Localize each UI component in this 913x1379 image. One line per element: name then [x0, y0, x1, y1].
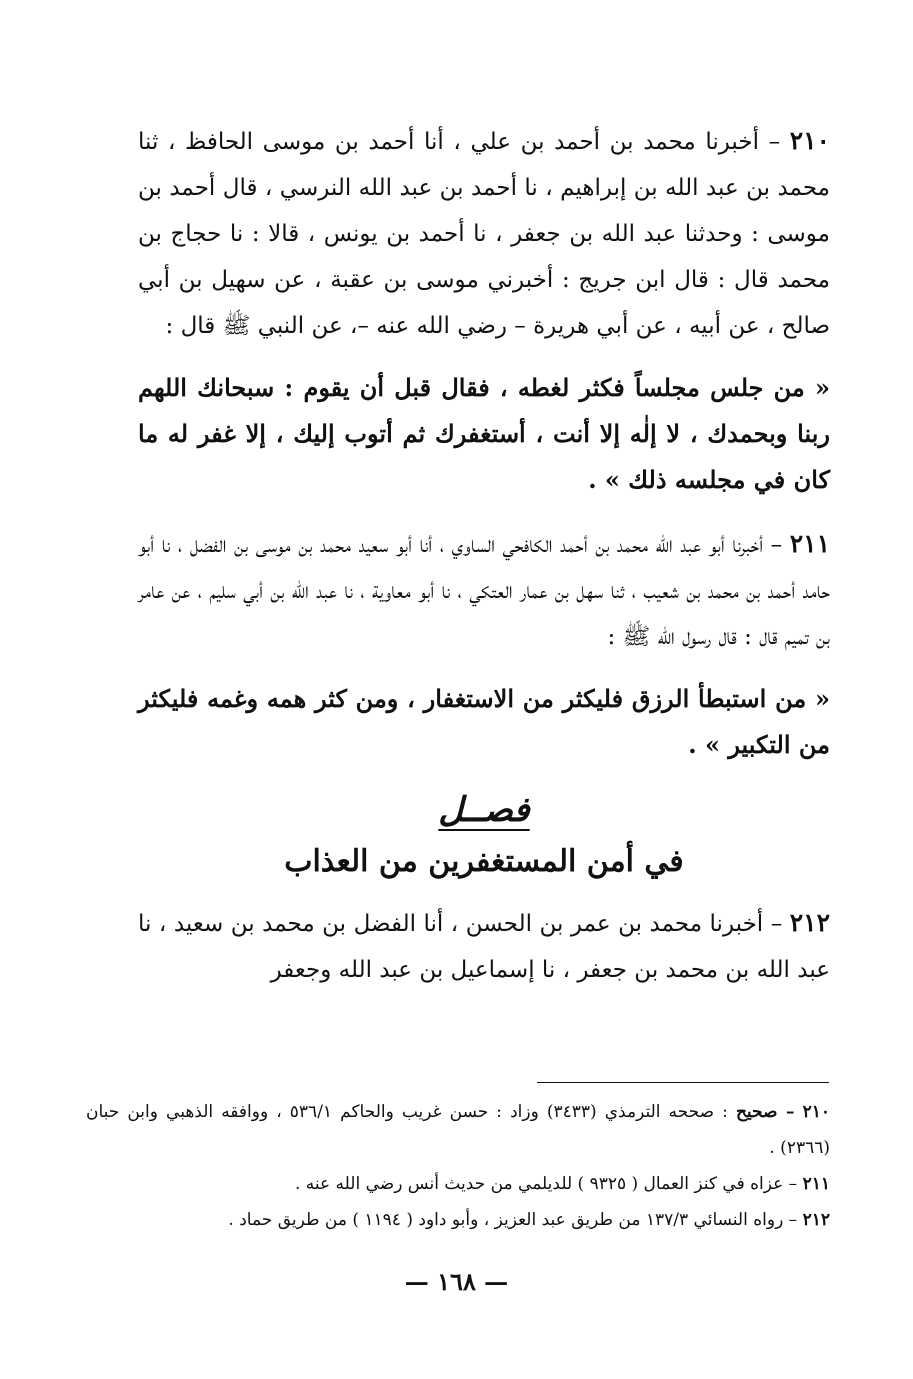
main-text — [138, 118, 830, 1009]
footnote-number: ٢١٠ — [802, 1102, 831, 1122]
footnote-grade: – صحيح — [735, 1102, 795, 1122]
footnote-text: – عزاه في كنز العمال ( ٩٣٢٥ ) للديلمي من حديث أنس رضي الله عنه . — [294, 1174, 798, 1194]
footnote-separator — [537, 1082, 829, 1083]
isnad-text: – أخبرنا أبو عبد الله محمد بن أحمد الكافحي الساوي ، أنا أبو سعيد محمد بن موسى بن الفضل ، نا أبو حامد أحمد بن محمد بن شعيب ، ثنا سهل بن عمار العتكي ، نا أبو معاوية ، نا عبد الله بن أبي سليم ، عن عامر بن تميم قال : قال رسول الله ﷺ : — [138, 532, 830, 650]
footnote-210 — [86, 1094, 830, 1166]
hadith-text-211: « من استبطأ الرزق فليكثر من الاستغفار ، ومن كثر همه وغمه فليكثر من التكبير » . — [138, 684, 830, 759]
footnotes — [86, 1094, 830, 1238]
section-heading-word: فصــل — [438, 790, 530, 830]
footnote-number: ٢١٢ — [802, 1210, 830, 1230]
isnad-text: – أخبرنا محمد بن أحمد بن علي ، أنا أحمد بن موسى الحافظ ، ثنا محمد بن عبد الله بن إبراهيم ، نا أحمد بن عبد الله النرسي ، قال أحمد بن موسى : وحدثنا عبد الله بن جعفر ، نا أحمد بن يونس ، قالا : نا حجاج بن محمد قال : قال ابن جريج : أخبرني موسى بن عقبة ، عن سهيل بن أبي صالح ، عن أبيه ، عن أبي هريرة – رضي الله عنه –، عن النبي ﷺ قال : — [138, 129, 831, 339]
footnote-211 — [86, 1166, 830, 1202]
section-title: في أمن المستغفرين من العذاب — [284, 844, 684, 879]
page-number: — ١٦٨ — — [404, 1267, 509, 1296]
footnote-212 — [86, 1202, 830, 1238]
hadith-number: ٢١٢ — [789, 908, 831, 937]
paragraph-212 — [138, 900, 830, 993]
paragraph-211 — [138, 521, 830, 660]
paragraph-210 — [138, 118, 830, 349]
hadith-number: ٢١٠ — [789, 126, 830, 155]
footnote-text: : صححه الترمذي (٣٤٣٣) وزاد : حسن غريب والحاكم ٥٣٦/١ ، ووافقه الذهبي وابن حبان (٢٣٦٦) . — [86, 1102, 830, 1158]
footnote-number: ٢١١ — [802, 1174, 830, 1194]
hadith-number: ٢١١ — [789, 529, 831, 558]
isnad-text: – أخبرنا محمد بن عمر بن الحسن ، أنا الفضل بن محمد بن سعيد ، نا عبد الله بن محمد بن جعفر ، نا إسماعيل بن عبد الله وجعفر — [138, 911, 830, 983]
footnote-text: – رواه النسائي ١٣٧/٣ من طريق عبد العزيز ، وأبو داود ( ١١٩٤ ) من طريق حماد . — [228, 1210, 798, 1230]
hadith-text-210: « من جلس مجلساً فكثر لغطه ، فقال قبل أن يقوم : سبحانك اللهم ربنا وبحمدك ، لا إلٰه إلا أنت ، أستغفرك ثم أتوب إليك ، إلا غفر له ما كان في مجلسه ذلك » . — [138, 373, 830, 494]
